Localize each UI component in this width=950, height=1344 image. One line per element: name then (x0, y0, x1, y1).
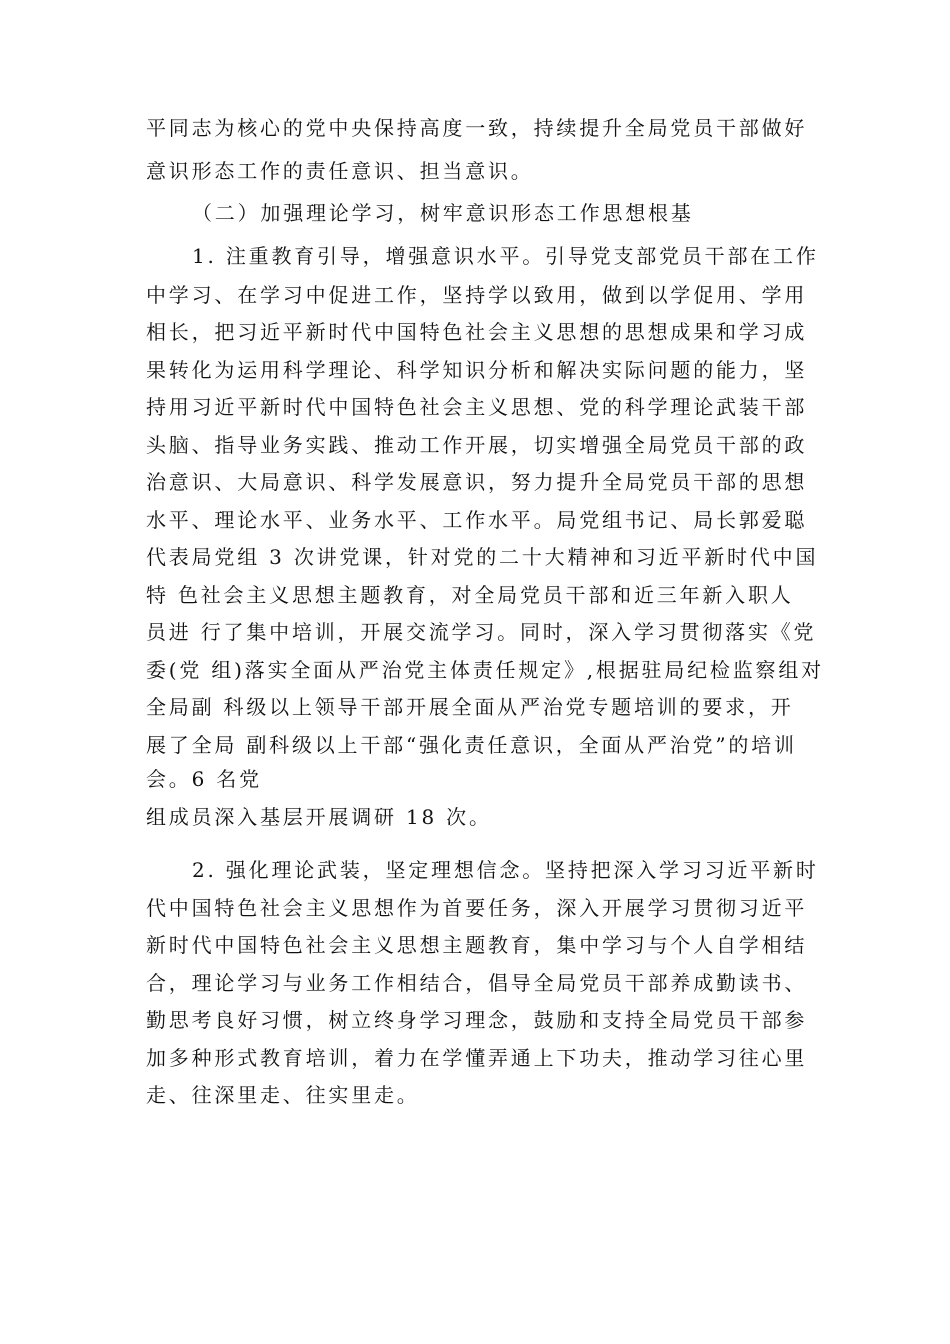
paragraph-line: 走、往深里走、往实里走。 (146, 1083, 420, 1107)
paragraph-line: 平同志为核心的党中央保持高度一致，持续提升全局党员干部做好 (146, 116, 808, 140)
paragraph-line: 会。6 名党 (146, 767, 262, 791)
paragraph-line: 代表局党组 3 次讲党课，针对党的二十大精神和习近平新时代中国 (146, 545, 819, 569)
paragraph-line: 头脑、指导业务实践、推动工作开展，切实增强全局党员干部的政 (146, 433, 808, 457)
paragraph-line: 水平、理论水平、业务水平、工作水平。局党组书记、局长郭爱聪 (146, 508, 808, 532)
paragraph-line: 1. 注重教育引导，增强意识水平。引导党支部党员干部在工作 (192, 244, 819, 268)
paragraph-line: 全局副 科级以上领导干部开展全面从严治党专题培训的要求，开 (146, 695, 794, 719)
paragraph-line: 新时代中国特色社会主义思想主题教育，集中学习与个人自学相结 (146, 933, 808, 957)
paragraph-line: 加多种形式教育培训，着力在学懂弄通上下功夫，推动学习往心里 (146, 1046, 808, 1070)
paragraph-line: 意识形态工作的责任意识、担当意识。 (146, 159, 534, 183)
paragraph-line: 代中国特色社会主义思想作为首要任务，深入开展学习贯彻习近平 (146, 896, 808, 920)
paragraph-line: 勤思考良好习惯，树立终身学习理念，鼓励和支持全局党员干部参 (146, 1008, 808, 1032)
paragraph-line: 治意识、大局意识、科学发展意识，努力提升全局党员干部的思想 (146, 470, 808, 494)
section-heading: （二）加强理论学习，树牢意识形态工作思想根基 (192, 201, 694, 225)
paragraph-line: 中学习、在学习中促进工作，坚持学以致用，做到以学促用、学用 (146, 283, 808, 307)
paragraph-line: 相长，把习近平新时代中国特色社会主义思想的思想成果和学习成 (146, 320, 808, 344)
paragraph-line: 员进 行了集中培训，开展交流学习。同时，深入学习贯彻落实《党 (146, 620, 817, 644)
paragraph-line: 展了全局 副科级以上干部“强化责任意识，全面从严治党”的培训 (146, 733, 797, 757)
paragraph-line: 合，理论学习与业务工作相结合，倡导全局党员干部养成勤读书、 (146, 971, 808, 995)
paragraph-line: 委(党 组)落实全面从严治党主体责任规定》,根据驻局纪检监察组对 (146, 658, 824, 682)
paragraph-line: 组成员深入基层开展调研 18 次。 (146, 805, 492, 829)
paragraph-line: 2. 强化理论武装，坚定理想信念。坚持把深入学习习近平新时 (192, 858, 819, 882)
paragraph-line: 特 色社会主义思想主题教育，对全局党员干部和近三年新入职人 (146, 583, 794, 607)
paragraph-line: 果转化为运用科学理论、科学知识分析和解决实际问题的能力，坚 (146, 358, 808, 382)
paragraph-line: 持用习近平新时代中国特色社会主义思想、党的科学理论武装干部 (146, 395, 808, 419)
